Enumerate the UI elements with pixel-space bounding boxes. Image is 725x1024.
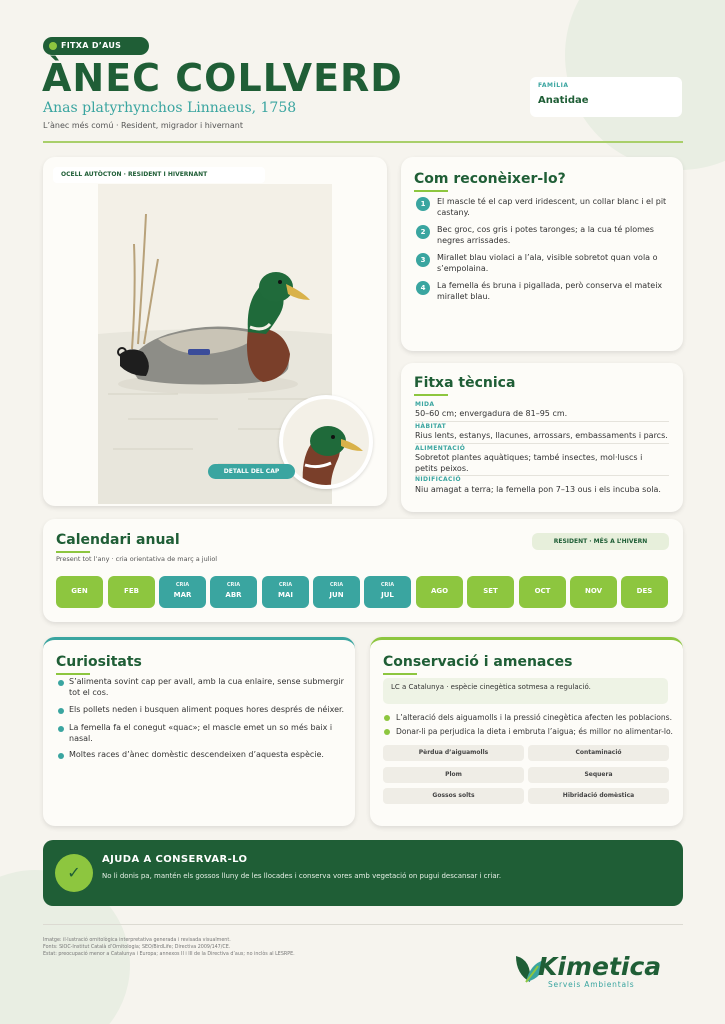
identify-item-3: Mirallet blau violaci a l’ala, visible sobretot quan vola o s’empolaina. — [437, 253, 658, 273]
conservation-item-2: Donar-li pa perjudica la dieta i embruta l’aigua; és millor no alimentar-lo. — [396, 727, 673, 736]
month-label: JUN — [329, 591, 344, 599]
curiosity-item-3: La femella fa el conegut «quac»; el mascle emet un so més baix i nasal. — [69, 723, 333, 743]
conservation-title: Conservació i amenaces — [383, 654, 573, 670]
conservation-card — [370, 637, 683, 826]
threat-chip: Plom — [383, 767, 524, 783]
month-label: FEB — [124, 587, 139, 595]
tech-title: Fitxa tècnica — [414, 375, 516, 391]
month-breeding-label: CRIA — [380, 582, 395, 588]
month-label: ABR — [225, 591, 242, 599]
family-label: FAMÍLIA — [538, 82, 569, 89]
scientific-name: Anas platyrhynchos Linnaeus, 1758 — [43, 100, 297, 116]
family-box — [530, 77, 682, 117]
page-subtitle: L’ànec més comú · Resident, migrador i hivernant — [43, 121, 243, 130]
threat-chip: Gossos solts — [383, 788, 524, 804]
tech-label-habitat: HÀBITAT — [415, 423, 447, 430]
footer-line-1: Imatge: il·lustració ornitològica interpretativa generada i revisada visualment. — [43, 938, 231, 943]
calendar-badge: RESIDENT · MÉS A L’HIVERN — [532, 533, 669, 550]
sheet-tag: FITXA D’AUS — [43, 37, 149, 55]
tech-value-nesting: Niu amagat a terra; la femella pon 7–13 ous i els incuba sola. — [415, 485, 661, 494]
tech-value-habitat: Rius lents, estanys, llacunes, arrossars, embassaments i parcs. — [415, 431, 668, 440]
tech-card — [401, 363, 683, 512]
page-title: ÀNEC COLLVERD — [42, 56, 403, 100]
tech-value-size: 50–60 cm; envergadura de 81–95 cm. — [415, 409, 568, 418]
curiosities-title: Curiositats — [56, 654, 142, 670]
help-title: AJUDA A CONSERVAR-LO — [102, 854, 248, 865]
threat-chip: Pèrdua d’aiguamolls — [383, 745, 524, 761]
conservation-item-1: L’alteració dels aiguamolls i la pressió cinegètica afecten les poblacions. — [396, 713, 673, 722]
month-feb — [108, 576, 155, 608]
logo-name: Kimetica — [538, 952, 662, 981]
month-label: NOV — [584, 587, 603, 595]
identify-item-4: La femella és bruna i pigallada, però conserva el mateix mirallet blau. — [437, 281, 663, 301]
footer-line-2: Fonts: SIOC-Institut Català d’Ornitologia; SEO/BirdLife; Directiva 2009/147/CE. — [43, 945, 231, 950]
identify-item-2: Bec groc, cos gris i potes taronges; a la cua té plomes negres arrissades. — [437, 225, 654, 245]
identify-item-1: El mascle té el cap verd iridescent, un collar blanc i el pit castany. — [437, 197, 667, 217]
month-label: MAR — [173, 591, 192, 599]
footer-line-3: Estat: preocupació menor a Catalunya i Europa; annexos II i III de la Directiva d’aus; no inclòs al LESRPE. — [43, 952, 295, 957]
logo-tagline: Serveis Ambientals — [548, 980, 635, 989]
month-jul — [364, 576, 411, 608]
month-label: OCT — [534, 587, 551, 595]
head-detail-label: DETALL DEL CAP — [208, 464, 295, 479]
month-jun — [313, 576, 360, 608]
month-mai — [262, 576, 309, 608]
month-label: JUL — [381, 591, 394, 599]
month-label: AGO — [430, 587, 449, 595]
tech-label-size: MIDA — [415, 401, 435, 408]
tech-label-diet: ALIMENTACIÓ — [415, 445, 466, 452]
illustration-card — [43, 157, 387, 506]
threat-chip: Sequera — [528, 767, 669, 783]
header-divider — [43, 141, 683, 143]
month-nov — [570, 576, 617, 608]
month-des — [621, 576, 668, 608]
help-banner — [43, 840, 683, 906]
month-breeding-label: CRIA — [175, 582, 190, 588]
item-number: 4 — [416, 281, 430, 295]
check-icon: ✓ — [55, 854, 93, 892]
illustration-badge: OCELL AUTÒCTON · RESIDENT I HIVERNANT — [53, 167, 265, 183]
month-breeding-label: CRIA — [226, 582, 241, 588]
calendar-subtitle: Present tot l’any · cria orientativa de març a juliol — [56, 555, 218, 563]
curiosities-card — [43, 637, 355, 826]
month-gen — [56, 576, 103, 608]
month-breeding-label: CRIA — [278, 582, 293, 588]
tech-value-diet: Sobretot plantes aquàtiques; també insectes, mol·luscs i petits peixos. — [415, 453, 643, 473]
curiosity-item-1: S’alimenta sovint cap per avall, amb la cua enlaire, sense submergir tot el cos. — [69, 677, 344, 697]
threat-chip: Contaminació — [528, 745, 669, 761]
identify-card — [401, 157, 683, 351]
month-set — [467, 576, 514, 608]
item-number: 1 — [416, 197, 430, 211]
duck-head-icon — [283, 399, 369, 485]
tech-label-nesting: NIDIFICACIÓ — [415, 476, 461, 483]
family-value: Anatidae — [538, 95, 589, 106]
identify-title: Com reconèixer-lo? — [414, 171, 566, 187]
item-number: 3 — [416, 253, 430, 267]
company-logo — [512, 950, 662, 994]
month-label: SET — [483, 587, 498, 595]
month-abr — [210, 576, 257, 608]
help-text: No li donis pa, mantén els gossos lluny de les llocades i conserva vores amb vegetació on pugui descansar i criar. — [102, 872, 502, 880]
month-label: DES — [636, 587, 653, 595]
month-ago — [416, 576, 463, 608]
month-breeding-label: CRIA — [329, 582, 344, 588]
month-oct — [519, 576, 566, 608]
conservation-status: LC a Catalunya · espècie cinegètica sotmesa a regulació. — [383, 678, 668, 704]
curiosity-item-4: Moltes races d’ànec domèstic descendeixen d’aquesta espècie. — [69, 750, 324, 759]
threat-chip: Hibridació domèstica — [528, 788, 669, 804]
month-label: MAI — [278, 591, 293, 599]
item-number: 2 — [416, 225, 430, 239]
month-mar — [159, 576, 206, 608]
curiosity-item-2: Els pollets neden i busquen aliment poques hores després de néixer. — [69, 705, 345, 714]
month-label: GEN — [71, 587, 88, 595]
calendar-title: Calendari anual — [56, 532, 180, 548]
